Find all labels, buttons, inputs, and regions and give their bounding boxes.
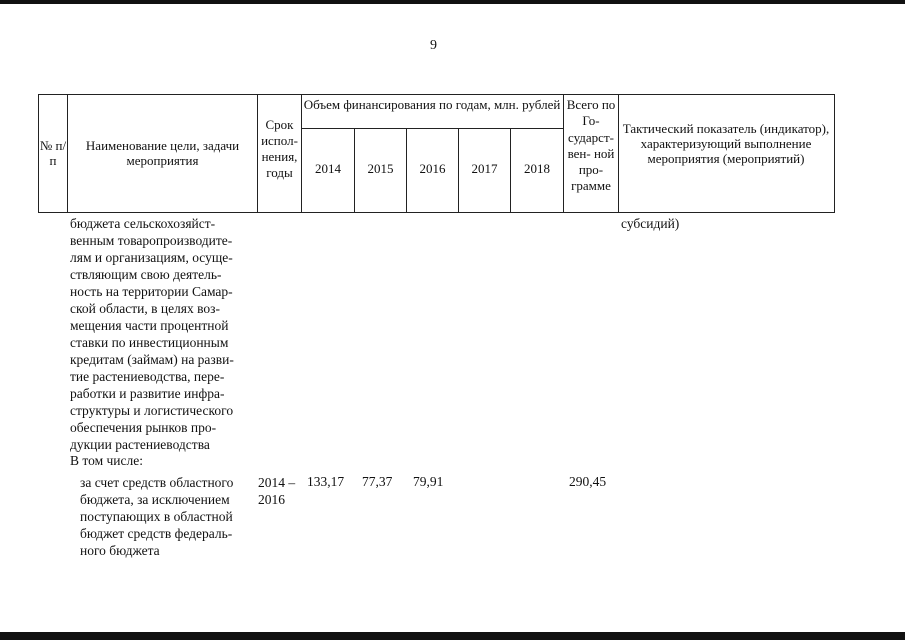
- text-line: мещения части процентной: [70, 318, 229, 333]
- years-divider: [301, 128, 563, 129]
- header-bottom-border: [38, 212, 834, 213]
- text-line: бюджет средств федераль-: [80, 526, 233, 541]
- header-year-2018: 2018: [524, 161, 550, 176]
- col-line-1: [67, 94, 68, 213]
- scan-border-top: [0, 0, 905, 4]
- col-line-9: [618, 94, 619, 213]
- value-2015: 77,37: [362, 474, 393, 489]
- text-line: кредитам (займам) на разви-: [70, 352, 234, 367]
- subheading: В том числе:: [70, 453, 143, 468]
- text-line: за счет средств областного: [80, 475, 234, 490]
- text-line: 2014 –: [258, 475, 296, 490]
- value-2016: 79,91: [413, 474, 444, 489]
- page-number: 9: [430, 38, 437, 53]
- text-line: поступающих в областной: [80, 509, 233, 524]
- text-line: ставки по инвестиционным: [70, 335, 229, 350]
- header-num: № п/п: [39, 138, 67, 168]
- header-indicator: Тактический показатель (индикатор), характеризующий выполнение мероприятия (мероприятий): [622, 121, 830, 166]
- text-line: ного бюджета: [80, 543, 160, 558]
- text-line: дукции растениеводства: [70, 437, 210, 452]
- text-line: обеспечения рынков про-: [70, 420, 217, 435]
- header-funding: Объем финансирования по годам, млн. рублей: [303, 97, 561, 112]
- text-line: ность на территории Самар-: [70, 284, 233, 299]
- col-line-10: [834, 94, 835, 213]
- text-line: 2016: [258, 492, 285, 507]
- value-total: 290,45: [569, 474, 607, 489]
- value-2014: 133,17: [307, 474, 345, 489]
- continuation-indicator: субсидий): [621, 216, 680, 231]
- text-line: бюджета, за исключением: [80, 492, 230, 507]
- row-term: [258, 474, 302, 508]
- text-line: работки и развитие инфра-: [70, 386, 225, 401]
- text-line: лям и организациям, осуще-: [70, 250, 233, 265]
- col-line-3: [301, 94, 302, 213]
- text-line: ствляющим свою деятель-: [70, 267, 222, 282]
- text-line: тие растениеводства, пере-: [70, 369, 225, 384]
- text-line: бюджета сельскохозяйст-: [70, 216, 216, 231]
- header-total: Всего по Го- сударст- вен- ной про- грамме: [566, 97, 616, 194]
- continuation-name: [70, 215, 256, 453]
- text-line: ской области, в целях воз-: [70, 301, 220, 316]
- header-term: Срок испол- нения, годы: [261, 117, 298, 180]
- text-line: структуры и логистического: [70, 403, 234, 418]
- header-year-2014: 2014: [315, 161, 341, 176]
- header-year-2016: 2016: [419, 161, 446, 176]
- header-year-2015: 2015: [367, 161, 394, 176]
- header-name: Наименование цели, задачи мероприятия: [85, 138, 240, 168]
- scan-border-bottom: [0, 632, 905, 640]
- row-name: [80, 474, 256, 559]
- header-year-2017: 2017: [471, 161, 498, 176]
- text-line: венным товаропроизводите-: [70, 233, 233, 248]
- header-top-border: [38, 94, 834, 95]
